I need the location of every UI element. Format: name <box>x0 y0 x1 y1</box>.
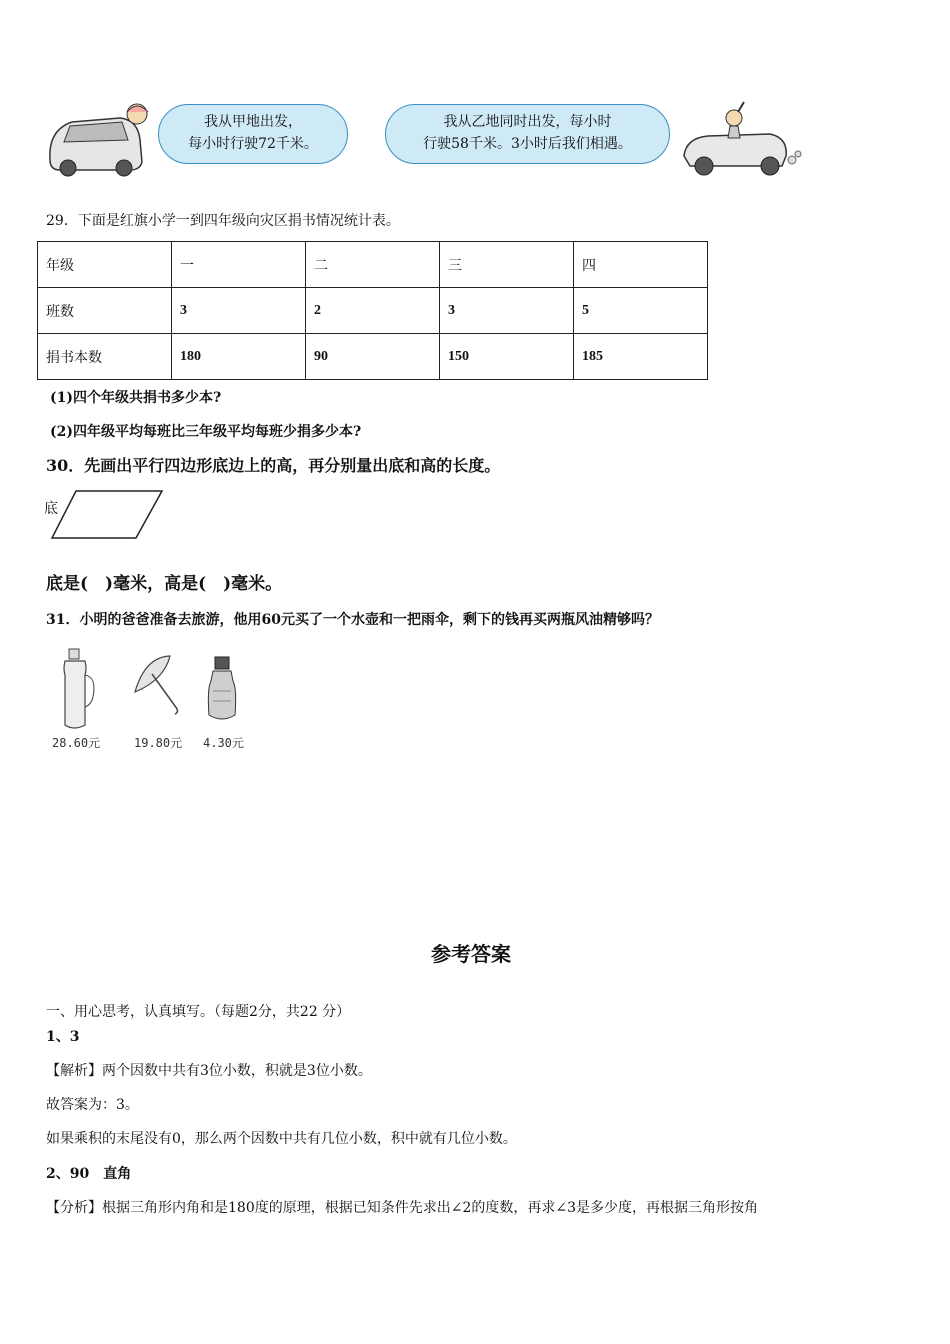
q30-answer: 底是( )毫米，高是( )毫米。 <box>46 574 283 594</box>
table-cell: 捐书本数 <box>38 334 172 380</box>
table-cell: 2 <box>306 288 440 334</box>
car-illustration-left <box>42 100 152 180</box>
answers-section-heading: 一、用心思考，认真填写。（每题2分，共22 分） <box>46 1004 351 1020</box>
table-row <box>38 242 708 288</box>
q31-title: 31．小明的爸爸准备去旅游，他用60元买了一个水壶和一把雨伞，剩下的钱再买两瓶风油精够吗？ <box>46 612 659 628</box>
answer-1: 1、3 <box>46 1029 80 1045</box>
umbrella-price: 19.80元 <box>134 736 183 750</box>
table-cell: 二 <box>306 242 440 288</box>
speech-bubble-right <box>385 104 670 164</box>
base-label: 底 <box>44 501 58 517</box>
table-cell: 一 <box>172 242 306 288</box>
bubble-left-line1: 我从甲地出发， <box>204 114 302 130</box>
table-cell: 三 <box>440 242 574 288</box>
answer-1-note: 如果乘积的末尾没有0，那么两个因数中共有几位小数，积中就有几位小数。 <box>46 1131 517 1147</box>
water-bottle-price: 28.60元 <box>52 736 101 750</box>
table-cell: 年级 <box>38 242 172 288</box>
table-cell: 班数 <box>38 288 172 334</box>
donation-stats-table <box>37 241 708 380</box>
q29-sub1: (1)四个年级共捐书多少本? <box>50 390 222 406</box>
bubble-right-line2: 行驶58千米。3小时后我们相遇。 <box>423 136 632 152</box>
answers-title: 参考答案 <box>431 942 511 966</box>
table-cell: 180 <box>172 334 306 380</box>
oil-bottle-price: 4.30元 <box>203 736 244 750</box>
table-cell: 3 <box>172 288 306 334</box>
q30-title: 30．先画出平行四边形底边上的高，再分别量出底和高的长度。 <box>46 456 501 475</box>
answer-1-conclusion: 故答案为：3。 <box>46 1097 139 1113</box>
q29-sub2: (2)四年级平均每班比三年级平均每班少捐多少本? <box>50 424 362 440</box>
bubble-left-line2: 每小时行驶72千米。 <box>188 136 318 152</box>
bubble-right-line1: 我从乙地同时出发，每小时 <box>443 114 612 130</box>
umbrella-icon <box>130 652 185 727</box>
water-bottle-icon <box>55 645 100 733</box>
oil-bottle-icon <box>203 655 241 727</box>
table-cell: 90 <box>306 334 440 380</box>
answer-1-analysis: 【解析】两个因数中共有3位小数，积就是3位小数。 <box>46 1063 372 1079</box>
parallelogram-figure <box>50 488 165 543</box>
table-cell: 185 <box>574 334 708 380</box>
table-cell: 四 <box>574 242 708 288</box>
table-cell: 150 <box>440 334 574 380</box>
table-row <box>38 334 708 380</box>
answer-2: 2、90 直角 <box>46 1166 132 1182</box>
table-cell: 3 <box>440 288 574 334</box>
speech-bubble-left <box>158 104 348 164</box>
car-illustration-right <box>678 98 803 180</box>
q29-title: 29．下面是红旗小学一到四年级向灾区捐书情况统计表。 <box>46 213 400 229</box>
table-cell: 5 <box>574 288 708 334</box>
answer-2-analysis: 【分析】根据三角形内角和是180度的原理，根据已知条件先求出∠2的度数，再求∠3是多少度，再根据三角形按角 <box>46 1200 758 1216</box>
table-row <box>38 288 708 334</box>
